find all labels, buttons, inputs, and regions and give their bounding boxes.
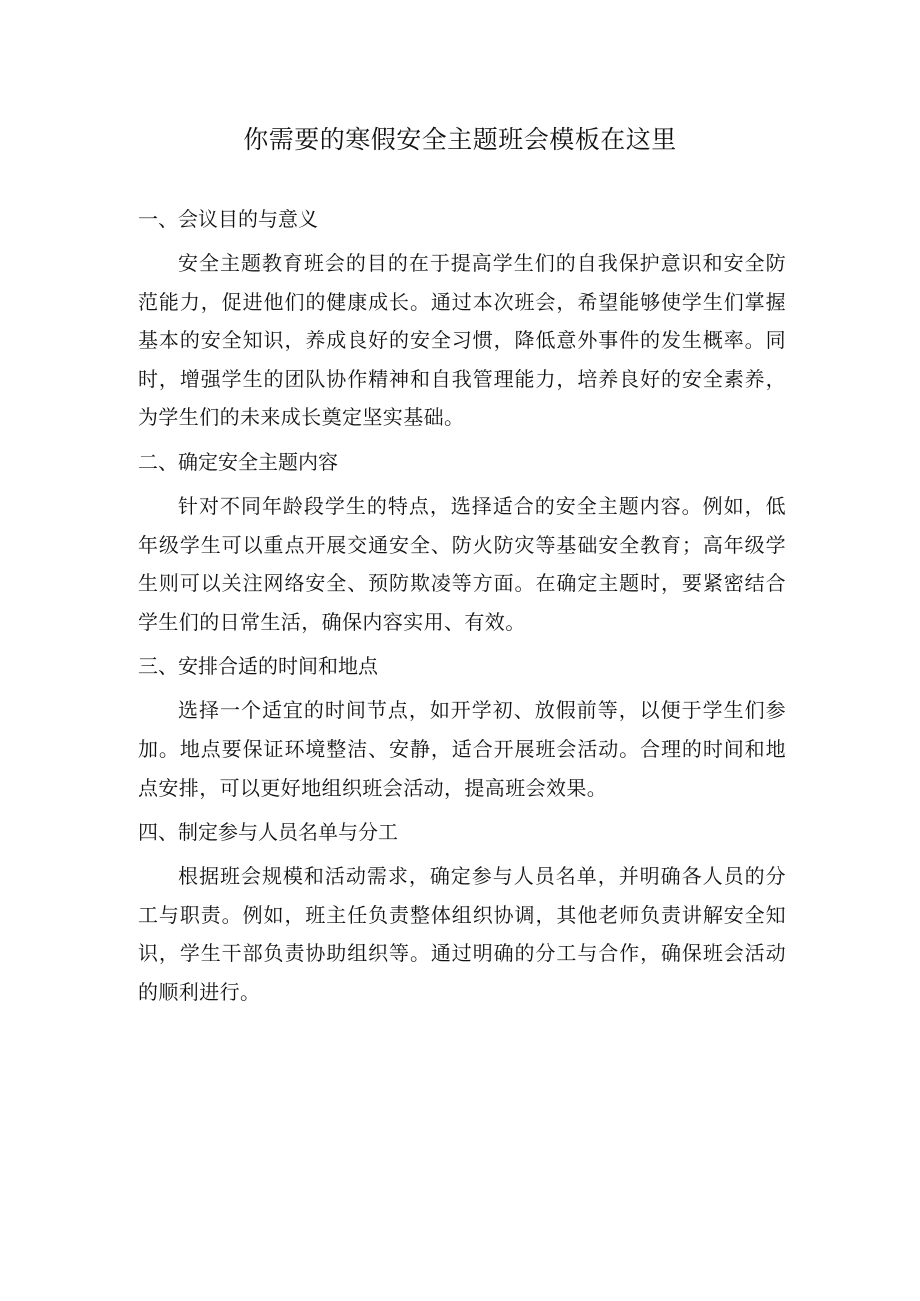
section-topic-content — [138, 442, 786, 641]
section-heading: 三、安排合适的时间和地点 — [138, 654, 378, 679]
section-purpose — [138, 199, 786, 437]
section-heading: 二、确定安全主题内容 — [138, 449, 338, 474]
section-paragraph: 针对不同年龄段学生的特点，选择适合的安全主题内容。例如，低年级学生可以重点开展交通安全、防火防灾等基础安全教育；高年级学生则可以关注网络安全、预防欺凌等方面。在确定主题时，要紧密结合学生们的日常生活，确保内容实用、有效。 — [138, 493, 786, 634]
document-body — [138, 199, 786, 1017]
section-participants — [138, 812, 786, 1011]
section-paragraph: 安全主题教育班会的目的在于提高学生们的自我保护意识和安全防范能力，促进他们的健康成长。通过本次班会，希望能够使学生们掌握基本的安全知识，养成良好的安全习惯，降低意外事件的发生概率。同时，增强学生的团队协作精神和自我管理能力，培养良好的安全素养，为学生们的未来成长奠定坚实基础。 — [138, 251, 786, 430]
section-paragraph: 根据班会规模和活动需求，确定参与人员名单，并明确各人员的分工与职责。例如，班主任负责整体组织协调，其他老师负责讲解安全知识，学生干部负责协助组织等。通过明确的分工与合作，确保班会活动的顺利进行。 — [138, 864, 786, 1004]
document-title: 你需要的寒假安全主题班会模板在这里 — [243, 125, 677, 154]
section-heading: 一、会议目的与意义 — [138, 207, 318, 231]
section-time-place — [138, 646, 786, 807]
section-paragraph: 选择一个适宜的时间节点，如开学初、放假前等，以便于学生们参加。地点要保证环境整洁、安静，适合开展班会活动。合理的时间和地点安排，可以更好地组织班会活动，提高班会效果。 — [138, 698, 786, 800]
section-heading: 四、制定参与人员名单与分工 — [138, 820, 398, 845]
